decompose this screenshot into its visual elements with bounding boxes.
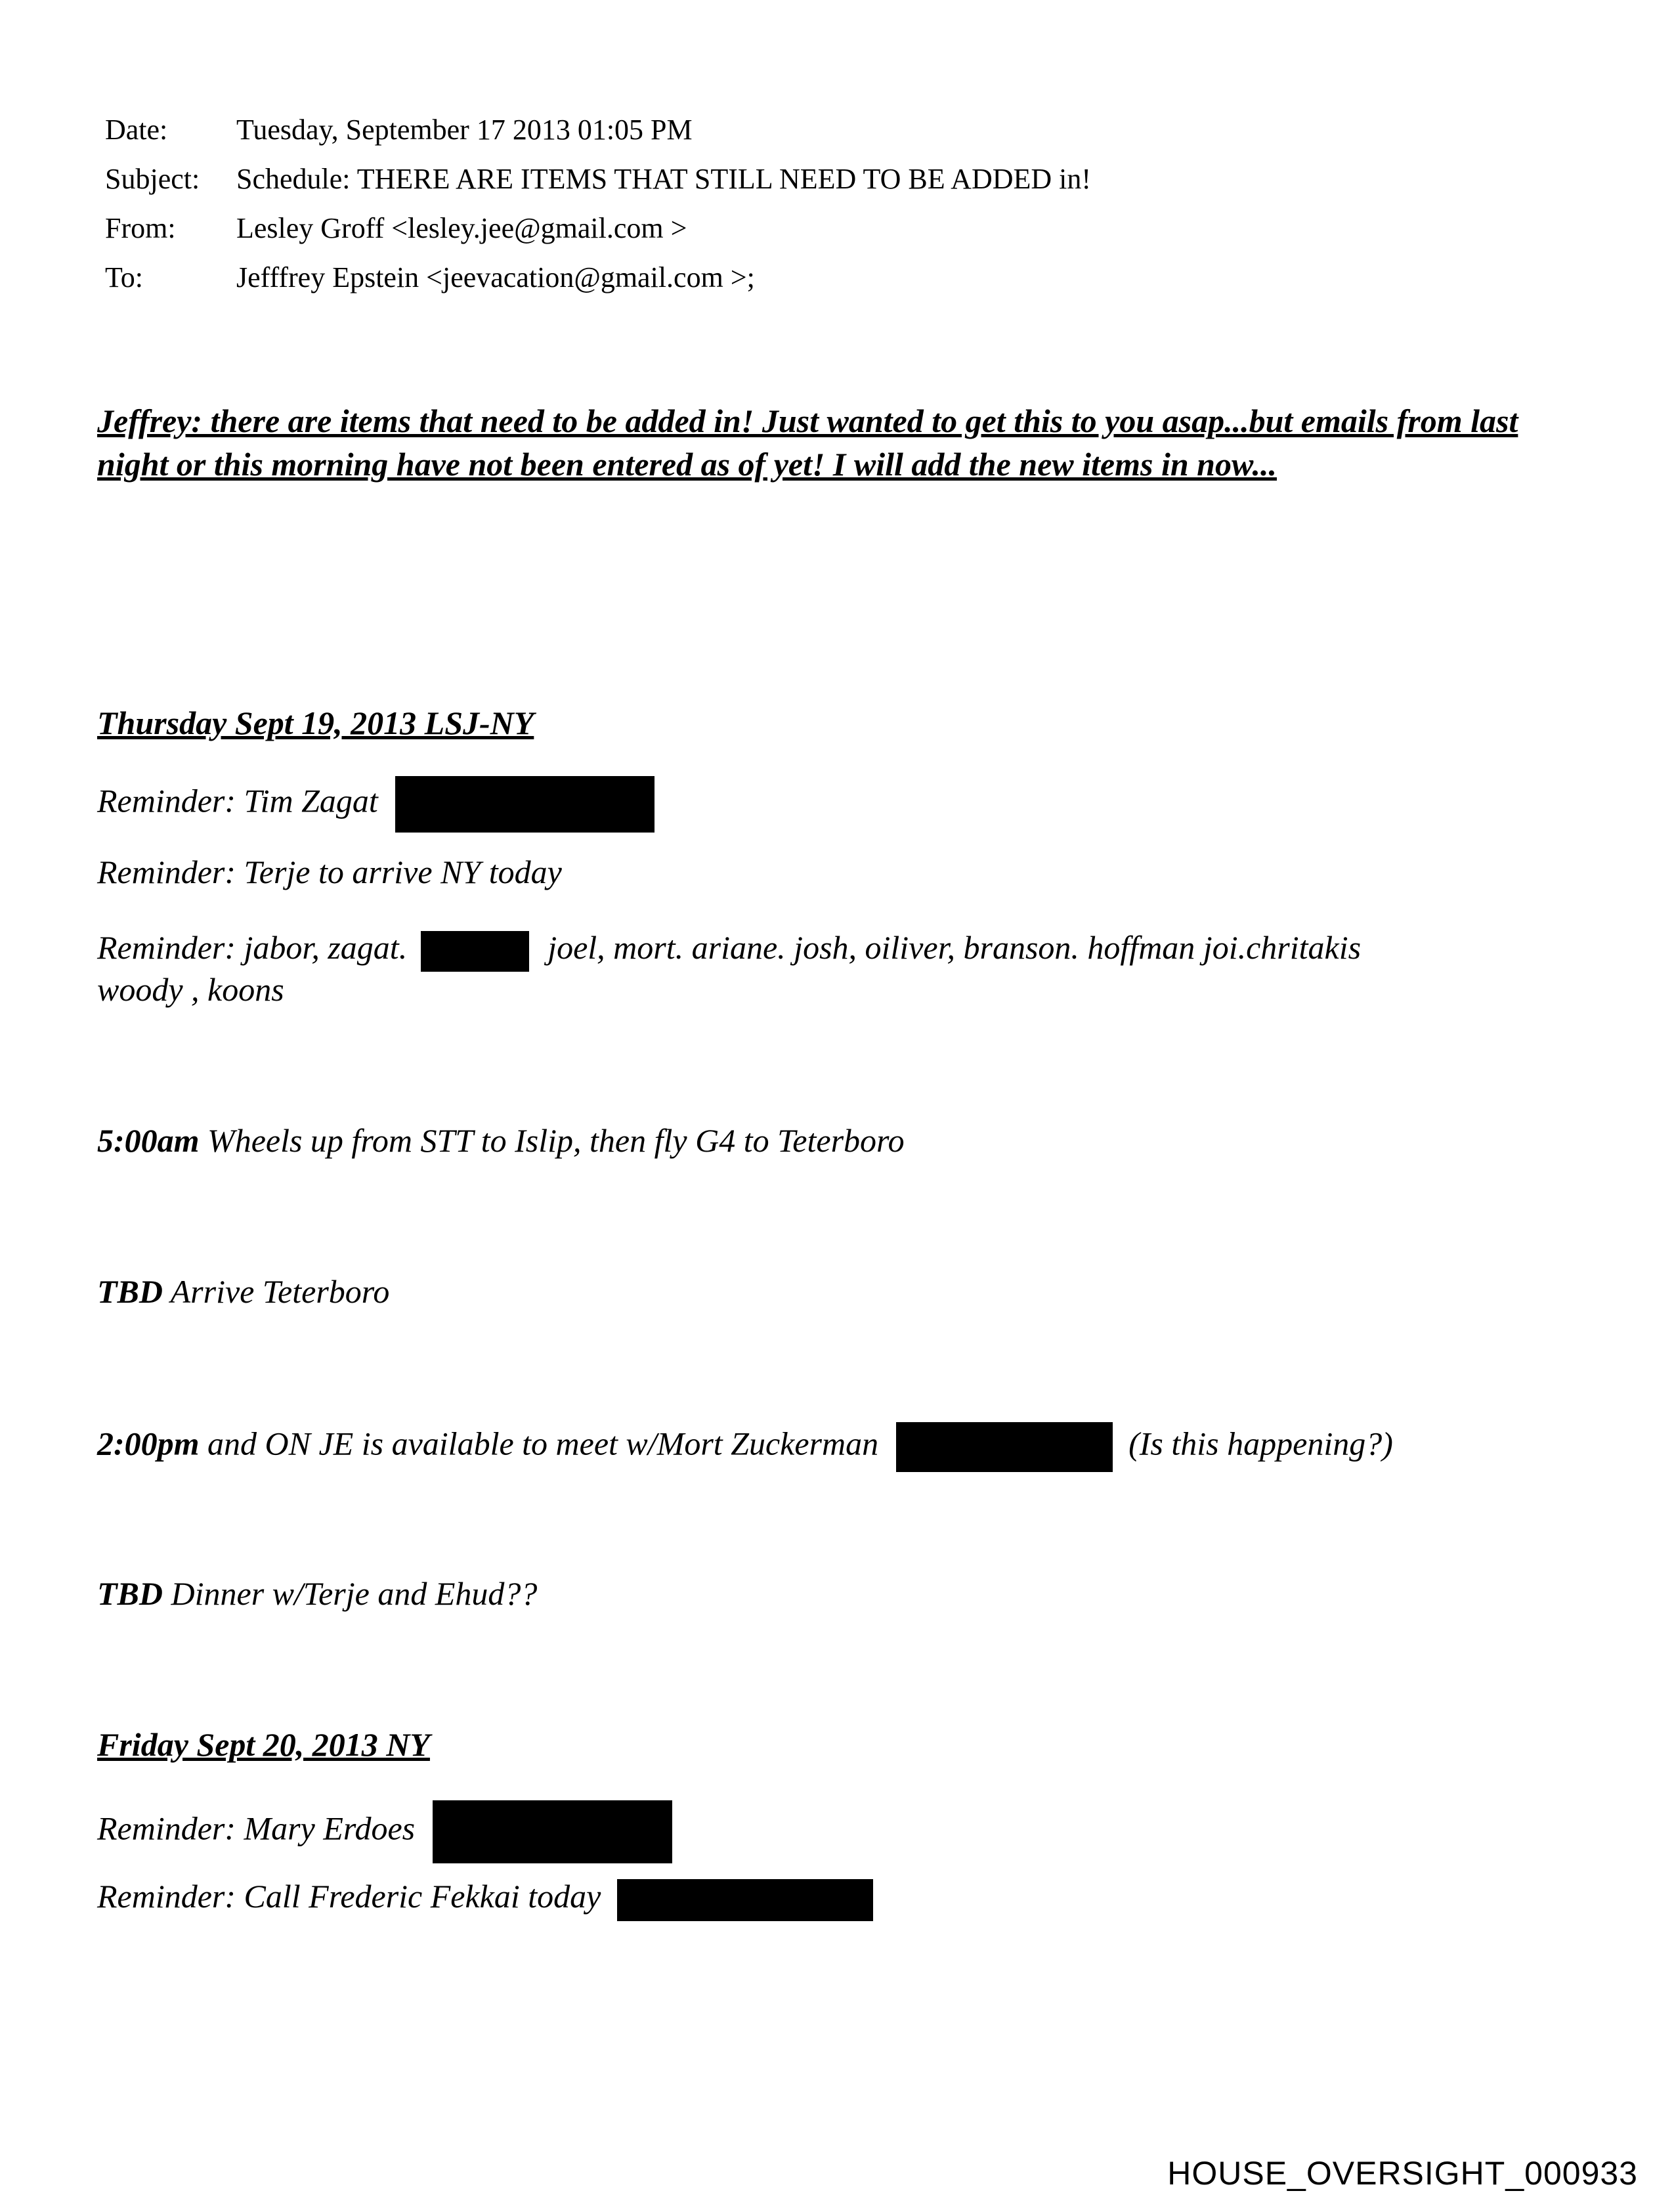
- event-text: and ON JE is available to meet w/Mort Zuckerman: [207, 1425, 879, 1462]
- from-row: [105, 204, 1091, 253]
- intro-note: Jeffrey: there are items that need to be added in! Just wanted to get this to you asap...but emails from last night or this morning have not been entered as of yet! I will add the new items in now...: [97, 402, 1518, 483]
- subject-value: Schedule: THERE ARE ITEMS THAT STILL NEED TO BE ADDED in!: [236, 163, 1092, 195]
- reminder-text: Reminder: Call Frederic Fekkai today: [97, 1878, 601, 1915]
- event-dinner: [97, 1573, 537, 1614]
- thursday-reminder-terje: Reminder: Terje to arrive NY today: [97, 854, 562, 890]
- thursday-reminder-names: [97, 927, 1361, 972]
- email-header: [105, 105, 1091, 302]
- reminder-text-continued: joel, mort. ariane. josh, oiliver, branson. hoffman joi.chritakis: [547, 929, 1362, 966]
- to-row: [105, 253, 1091, 302]
- friday-reminder-erdoes: [97, 1800, 672, 1863]
- event-text: Wheels up from STT to Islip, then fly G4 to Teterboro: [207, 1122, 905, 1159]
- event-time: 5:00am: [97, 1122, 200, 1159]
- redaction-block: [395, 776, 655, 833]
- redaction-block: [421, 931, 529, 972]
- reminder-text: Reminder: Tim Zagat: [97, 782, 378, 819]
- redaction-block: [617, 1879, 873, 1921]
- to-value: Jefffrey Epstein <jeevacation@gmail.com >;: [236, 261, 755, 293]
- date-value: Tuesday, September 17 2013 01:05 PM: [236, 114, 693, 146]
- event-text: Arrive Teterboro: [170, 1273, 390, 1310]
- friday-heading: Friday Sept 20, 2013 NY: [97, 1726, 430, 1763]
- event-text: Dinner w/Terje and Ehud??: [171, 1575, 538, 1612]
- subject-row: [105, 154, 1091, 204]
- friday-reminder-fekkai: [97, 1876, 873, 1921]
- to-label: To:: [105, 261, 144, 293]
- subject-label: Subject:: [105, 163, 200, 195]
- redaction-block: [433, 1800, 672, 1863]
- thursday-reminder-names-wrap: woody , koons: [97, 971, 284, 1008]
- event-time: TBD: [97, 1273, 163, 1310]
- thursday-reminder-zagat: [97, 776, 655, 833]
- event-mort-zuckerman: [97, 1422, 1393, 1472]
- reminder-text: Reminder: Mary Erdoes: [97, 1810, 416, 1847]
- event-time: TBD: [97, 1575, 163, 1612]
- reminder-text: Reminder: jabor, zagat.: [97, 929, 408, 966]
- event-time: 2:00pm: [97, 1425, 200, 1462]
- from-value: Lesley Groff <lesley.jee@gmail.com >: [236, 212, 687, 244]
- date-row: [105, 105, 1091, 154]
- bates-number: HOUSE_OVERSIGHT_000933: [1167, 2155, 1638, 2192]
- redaction-block: [896, 1422, 1113, 1472]
- date-label: Date:: [105, 114, 168, 146]
- event-arrive-teterboro: [97, 1271, 389, 1312]
- event-note: (Is this happening?): [1128, 1425, 1393, 1462]
- from-label: From:: [105, 212, 176, 244]
- event-wheels-up: [97, 1120, 905, 1161]
- thursday-heading: Thursday Sept 19, 2013 LSJ-NY: [97, 705, 534, 741]
